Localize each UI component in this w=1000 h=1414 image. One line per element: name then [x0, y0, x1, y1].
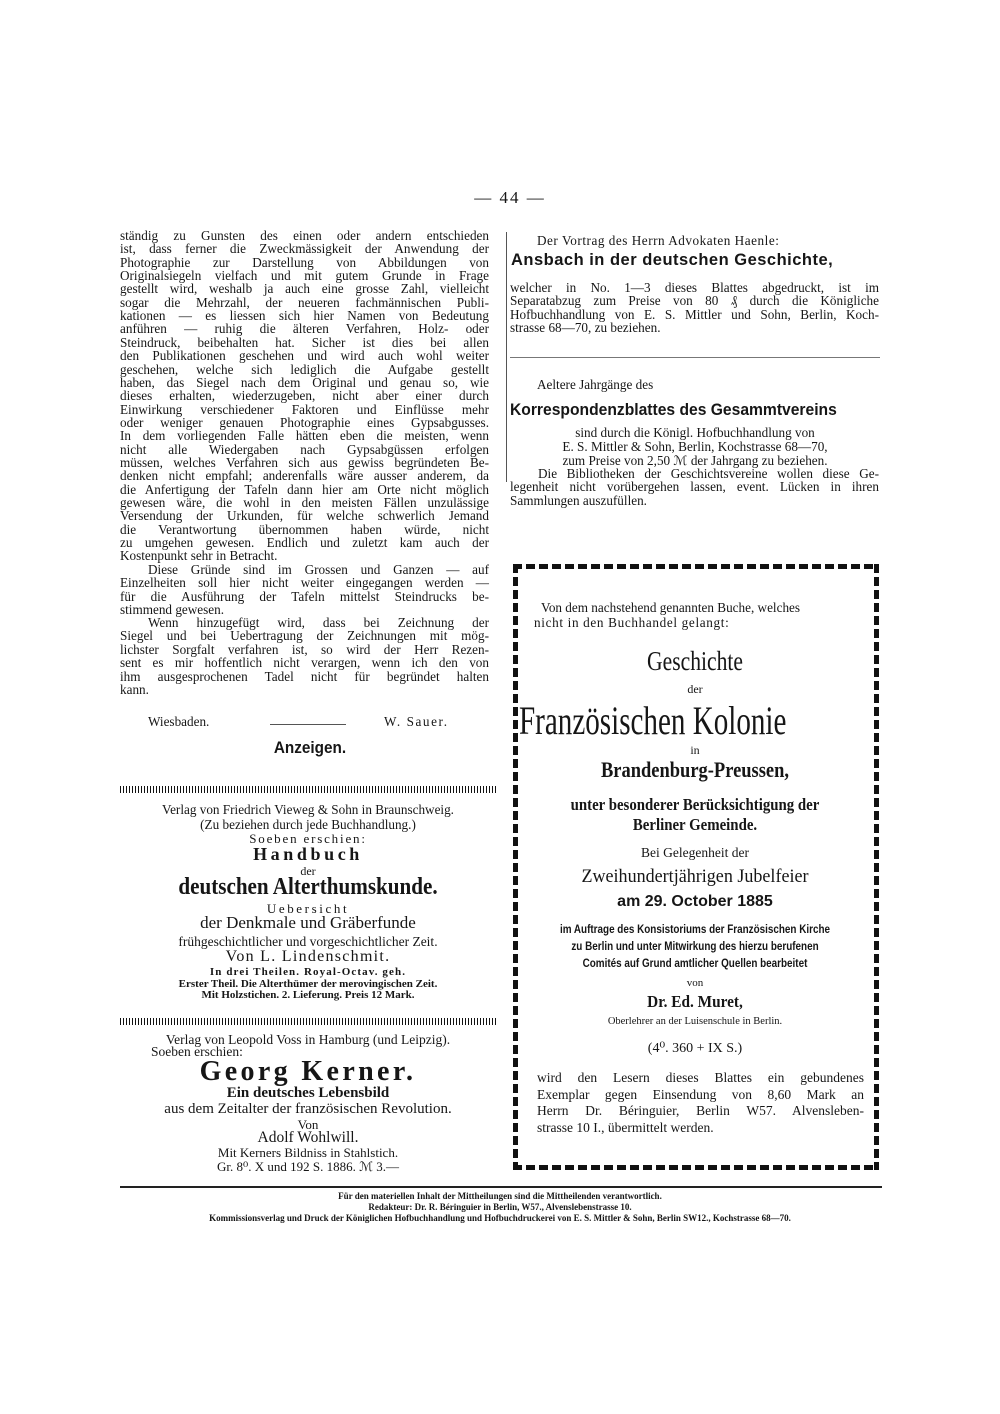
portrait-note: Mit Kerners Bildniss in Stahlstich.: [217, 1145, 399, 1160]
box-subtitle-2: Berliner Gemeinde.: [632, 815, 758, 834]
box-der: der: [687, 682, 703, 696]
box-von: von: [686, 977, 704, 989]
era: aus dem Zeitalter der französischen Revolution.: [164, 1101, 452, 1117]
book-subtitle: Ein deutsches Lebensbild: [226, 1085, 390, 1101]
article-line: Siegel und bei Uebertragung der Zeichnungen mit mög-: [120, 628, 489, 644]
box-date: am 29. October 1885: [617, 893, 773, 910]
period: frühgeschichtlicher und vorgeschichtlicher Zeit.: [178, 934, 438, 949]
offer-line: strasse 10 I., übermittelt werden.: [537, 1120, 714, 1136]
box-title-brandenburg: Brandenburg-Preussen,: [600, 757, 790, 782]
box-title-geschichte: Geschichte: [647, 646, 743, 676]
lecture-intro: Der Vortrag des Herrn Advokaten Haenle:: [537, 233, 780, 248]
article-line: oder weniger genauen Photographie eines Gypsabgusses.: [120, 414, 489, 430]
author: Von L. Lindenschmit.: [225, 948, 391, 965]
frame-right: [874, 564, 879, 1170]
lecture-line: Hofbuchhandlung von E. S. Mittler und Sohn, Berlin, Koch-: [510, 306, 879, 322]
article-line: dieses erhalten, wiederzugeben, nicht aber einer durch: [120, 388, 489, 404]
publisher-line: Verlag von Leopold Voss in Hamburg (und Leipzig).: [165, 1032, 451, 1047]
article-line: Steindruck, beibehalten hat. Sicher ist dies bei allen: [120, 334, 489, 350]
illustrations: Mit Holzstichen. 2. Lieferung. Preis 12 Mark.: [201, 989, 415, 1001]
box-commission-3: Comités auf Grund amtlicher Quellen bearbeitet: [582, 958, 808, 970]
page-number: — 44 —: [474, 188, 546, 207]
article-line: sogar die Mehrzahl, der neueren fachmännischen Publi-: [120, 294, 489, 310]
box-occasion-2: Zweihundertjährigen Jubelfeier: [581, 866, 809, 887]
older-text-2: E. S. Mittler & Sohn, Berlin, Kochstrasse 68—70,: [562, 439, 828, 454]
just-published: Soeben erschien:: [249, 831, 367, 846]
article-line: müssen, welches Verfahren sich aus gewiss begründeten Be-: [120, 454, 489, 470]
place-line: Wiesbaden.: [148, 714, 210, 729]
box-in: in: [690, 743, 700, 757]
box-author-role: Oberlehrer an der Luisenschule in Berlin.: [607, 1016, 783, 1027]
box-commission-2: zu Berlin und unter Mitwirkung des hierzu berufenen: [571, 941, 819, 953]
older-text-1: sind durch die Königl. Hofbuchhandlung von: [575, 425, 815, 440]
ornament-rule-top: [120, 786, 497, 793]
section-rule: [510, 357, 880, 358]
article-line: ihm ausgesprochenen Tadel nicht für begründet halten: [120, 668, 489, 684]
article-line: sent es mir hoffentlich nicht verargen, wenn ich den von: [120, 655, 489, 671]
publisher-text: Verlag von Friedrich Vieweg & Sohn in Braunschweig.: [162, 802, 454, 817]
older-title: Korrespondenzblattes des Gesammtvereins: [510, 400, 837, 419]
box-intro-1: Von dem nachstehend genannten Buche, welches: [541, 600, 801, 615]
von-connector: Von: [297, 1117, 319, 1132]
book-title-handbuch: Handbuch: [253, 844, 363, 864]
article-line: lichster Sorgfalt verfahren ist, so wird der Herr Rezen-: [120, 641, 489, 657]
article-line: anführen — ruhig die älteren Verfahren, Holz- oder: [120, 321, 489, 337]
box-format: (4⁰. 360 + IX S.): [647, 1041, 743, 1056]
lecture-line: strasse 68—70, zu beziehen.: [510, 320, 661, 336]
article-line: Einzelheiten soll hier nicht weiter eingegangen werden —: [120, 575, 489, 591]
older-line: legenheit nicht vorübergehen lassen, event. Lücken in ihren: [510, 479, 879, 495]
part: Erster Theil. Die Alterthümer der merovingischen Zeit.: [178, 978, 438, 990]
frame-bottom: [513, 1165, 879, 1170]
box-occasion-1: Bei Gelegenheit der: [641, 845, 749, 860]
article-line: den Publikationen geschehen und wird auch wohl weiter: [120, 348, 489, 364]
article-line: haben, das Siegel nach dem Original und genau so, wie: [120, 374, 489, 390]
signature: W. Sauer.: [384, 714, 449, 729]
format: In drei Theilen. Royal-Octav. geh.: [209, 966, 407, 978]
article-line: ist, dass ferner die Zweckmässigkeit der Anwendung der: [120, 241, 489, 257]
article-line: zu umgehen gewesen. Endlich und zuletzt kam auch der: [120, 535, 489, 551]
lecture-title: Ansbach in der deutschen Geschichte,: [511, 251, 834, 269]
publisher-line: [112, 802, 504, 818]
frame-left: [513, 564, 518, 1170]
article-line: denken nicht empfahl; anderenfalls wäre ausser anderem, da: [120, 468, 489, 484]
offer-line: wird den Lesern dieses Blattes ein gebundenes: [537, 1070, 864, 1085]
book-title-kerner: Georg Kerner.: [199, 1056, 417, 1087]
article-line: Diese Gründe sind im Grossen und Ganzen — auf: [148, 562, 489, 577]
article-line: In dem vorliegenden Falle hätten eben die meisten, wenn: [120, 428, 489, 444]
article-line: gestellt wird, weshalb ja auch eine grosse Zahl, vielleicht: [120, 281, 489, 297]
offer-line: Exemplar gegen Einsendung von 8,60 Mark an: [537, 1086, 864, 1102]
overview: Uebersicht: [266, 901, 350, 916]
offer-line: Herrn Dr. Béringuier, Berlin W57. Alvensleben-: [537, 1103, 864, 1119]
frame-top: [513, 564, 879, 569]
book-title-alterthumskunde: deutschen Alterthumskunde.: [178, 874, 438, 900]
article-line: nicht alle Wiedergaben nach Gypsabgüssen erfolgen: [120, 441, 489, 457]
article-line: Originalsiegeln vielfach und mit gutem Grunde in Frage: [120, 268, 489, 284]
footer-line-2: Redakteur: Dr. R. Béringuier in Berlin, W57., Alvenslebenstrasse 10.: [368, 1202, 632, 1212]
box-commission-1: im Auftrage des Konsistoriums der Französischen Kirche: [559, 924, 831, 936]
author: Adolf Wohlwill.: [257, 1129, 359, 1146]
older-line: Die Bibliotheken der Geschichtsvereine wollen diese Ge-: [538, 466, 879, 481]
article-line: kationen — es liessen sich hier Namen von Bedeutung: [120, 308, 489, 324]
lecture-line: Separatabzug zum Preise von 80 ₰ durch die Königliche: [510, 293, 879, 309]
article-line: Wenn hinzugefügt wird, dass bei Zeichnung der: [148, 615, 489, 630]
details: Gr. 8⁰. X und 192 S. 1886. ℳ 3.—: [217, 1159, 399, 1174]
article-line: kann.: [120, 682, 149, 697]
article-line: die Verantwortung übernommen haben würde, nicht: [120, 521, 489, 537]
article-line: gewesen wäre, die wohl in den meisten Fällen unzulässige: [120, 495, 489, 510]
article-line: geschehen, welche sich lediglich die Aufgabe gestellt: [120, 361, 489, 377]
just-published: Soeben erschien:: [151, 1044, 243, 1059]
article-line: für die Ausführung der Tafeln mittelst Steindrucks be-: [120, 588, 489, 604]
article-line: stimmend gewesen.: [120, 602, 225, 618]
footer-line-1: Für den materiellen Inhalt der Mittheilungen sind die Mittheilenden verantwortlich.: [338, 1191, 662, 1201]
article-line: Versendung der Urkunden, für welche schwerlich Jemand: [120, 508, 489, 524]
column-divider: [506, 232, 507, 482]
box-title-kolonie: Französischen Kolonie: [519, 698, 787, 743]
footer-rule: [120, 1186, 882, 1188]
box-author: Dr. Ed. Muret,: [647, 992, 743, 1011]
older-text-3: zum Preise von 2,50 ℳ der Jahrgang zu beziehen.: [562, 453, 828, 468]
footer-line-3: Kommissionsverlag und Druck der Königlichen Hofbuchhandlung und Hofbuchdruckerei von E. S. Mittler & Sohn, Berlin SW12., Kochstrasse 68—70.: [209, 1213, 791, 1223]
article-line: Kostenpunkt sehr in Betracht.: [120, 548, 278, 564]
availability: (Zu beziehen durch jede Buchhandlung.): [200, 817, 416, 832]
book-subtitle: der Denkmale und Gräberfunde: [200, 913, 416, 932]
older-intro: Aeltere Jahrgänge des: [537, 377, 654, 392]
signature-rule: [270, 724, 346, 725]
ornament-rule-middle: [120, 1018, 497, 1025]
lecture-line: welcher in No. 1—3 dieses Blattes abgedruckt, ist im: [510, 280, 879, 295]
article-line: Photographie zur Darstellung von Abbildungen von: [120, 254, 489, 270]
der-connector: der: [300, 864, 316, 878]
box-intro-2: nicht in den Buchhandel gelangt:: [534, 615, 730, 630]
older-line: Sammlungen auszufüllen.: [510, 492, 647, 508]
anzeigen-heading: Anzeigen.: [273, 738, 347, 757]
article-line: die Anfertigung der Tafeln dann hier am Orte nicht möglich: [120, 481, 489, 497]
article-line: ständig zu Gunsten des einen oder andern entschieden: [120, 228, 489, 243]
box-subtitle-1: unter besonderer Berücksichtigung der: [570, 795, 820, 814]
article-line: Einwirkung verschiedener Faktoren und Einflüsse mehr: [120, 401, 489, 417]
